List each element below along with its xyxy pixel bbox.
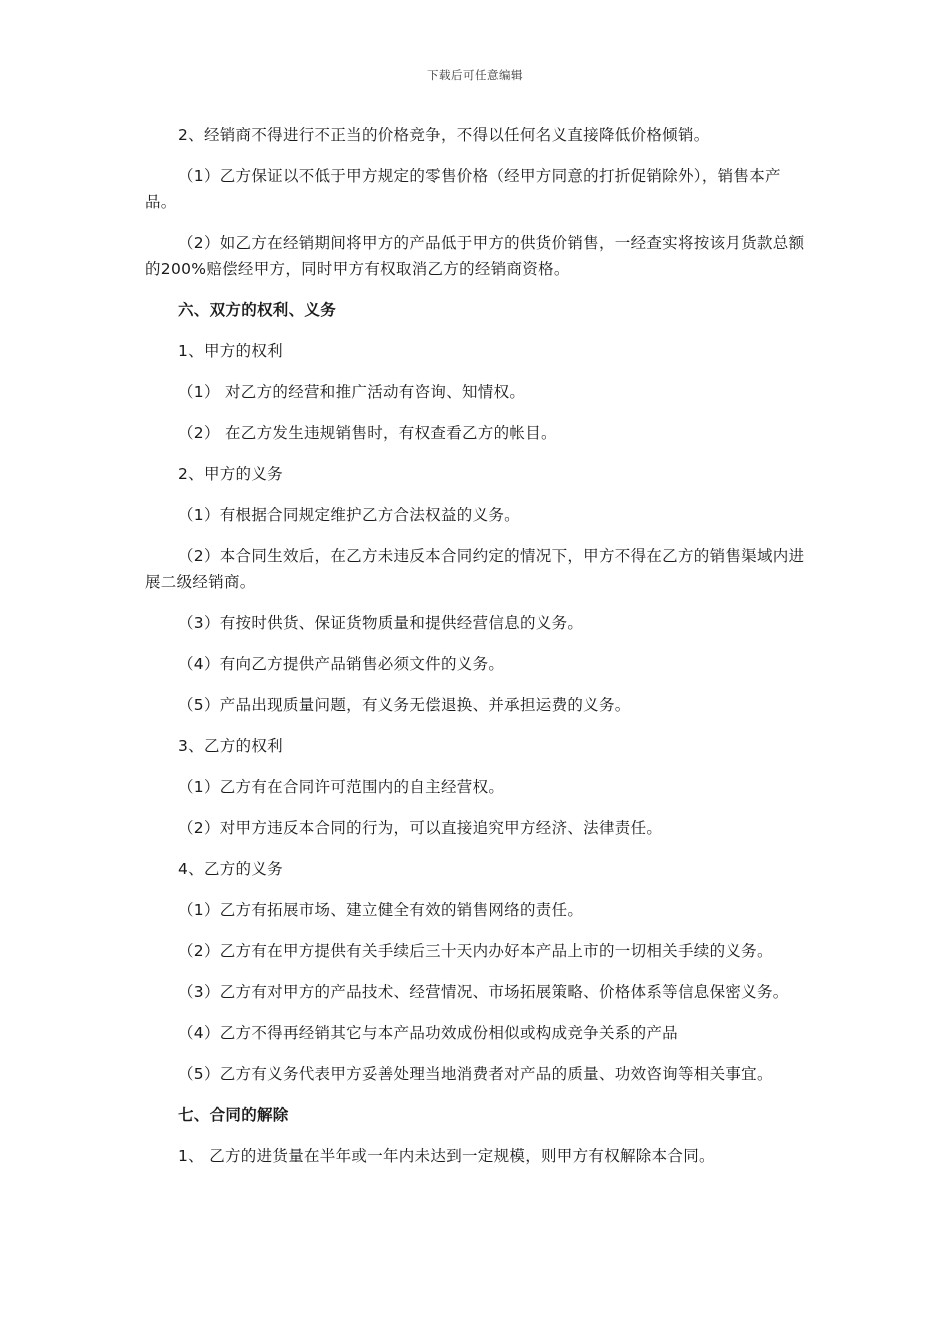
list-item: （2）对甲方违反本合同的行为，可以直接追究甲方经济、法律责任。 <box>178 819 663 837</box>
section-heading-termination: 七、合同的解除 <box>178 1106 289 1124</box>
subheading-party-a-obligations: 2、甲方的义务 <box>178 465 283 483</box>
list-item: （2）乙方有在甲方提供有关手续后三十天内办好本产品上市的一切相关手续的义务。 <box>178 942 773 960</box>
paragraph-price-competition: 2、经销商不得进行不正当的价格竞争，不得以任何名义直接降低价格倾销。 <box>178 126 710 144</box>
subheading-party-b-rights: 3、乙方的权利 <box>178 737 283 755</box>
list-item: （4）乙方不得再经销其它与本产品功效成份相似或构成竞争关系的产品 <box>178 1024 678 1042</box>
subheading-party-a-rights: 1、甲方的权利 <box>178 342 283 360</box>
list-item: （5）乙方有义务代表甲方妥善处理当地消费者对产品的质量、功效咨询等相关事宜。 <box>178 1065 773 1083</box>
subheading-party-b-obligations: 4、乙方的义务 <box>178 860 283 878</box>
document-body <box>145 122 807 1169</box>
list-item: （2） 在乙方发生违规销售时，有权查看乙方的帐目。 <box>178 424 557 442</box>
list-item: （5）产品出现质量问题，有义务无偿退换、并承担运费的义务。 <box>178 696 631 714</box>
list-item: （1）乙方有在合同许可范围内的自主经营权。 <box>178 778 505 796</box>
header-note: 下载后可任意编辑 <box>427 68 523 82</box>
list-item: 1、 乙方的进货量在半年或一年内未达到一定规模，则甲方有权解除本合同。 <box>178 1147 715 1165</box>
list-item: （3）乙方有对甲方的产品技术、经营情况、市场拓展策略、价格体系等信息保密义务。 <box>178 983 789 1001</box>
list-item: （1）有根据合同规定维护乙方合法权益的义务。 <box>178 506 520 524</box>
list-item: （3）有按时供货、保证货物质量和提供经营信息的义务。 <box>178 614 584 632</box>
list-item: （1） 对乙方的经营和推广活动有咨询、知情权。 <box>178 383 526 401</box>
section-heading-rights-obligations: 六、双方的权利、义务 <box>178 301 337 319</box>
list-item: （1）乙方有拓展市场、建立健全有效的销售网络的责任。 <box>178 901 584 919</box>
list-item: （2）本合同生效后，在乙方未违反本合同约定的情况下，甲方不得在乙方的销售渠域内进展二级经销商。 <box>145 547 805 591</box>
paragraph-penalty: （2）如乙方在经销期间将甲方的产品低于甲方的供货价销售，一经查实将按该月货款总额的200%赔偿经甲方，同时甲方有权取消乙方的经销商资格。 <box>145 234 805 278</box>
paragraph-retail-price: （1）乙方保证以不低于甲方规定的零售价格（经甲方同意的打折促销除外），销售本产品。 <box>145 167 781 211</box>
list-item: （4）有向乙方提供产品销售必须文件的义务。 <box>178 655 505 673</box>
